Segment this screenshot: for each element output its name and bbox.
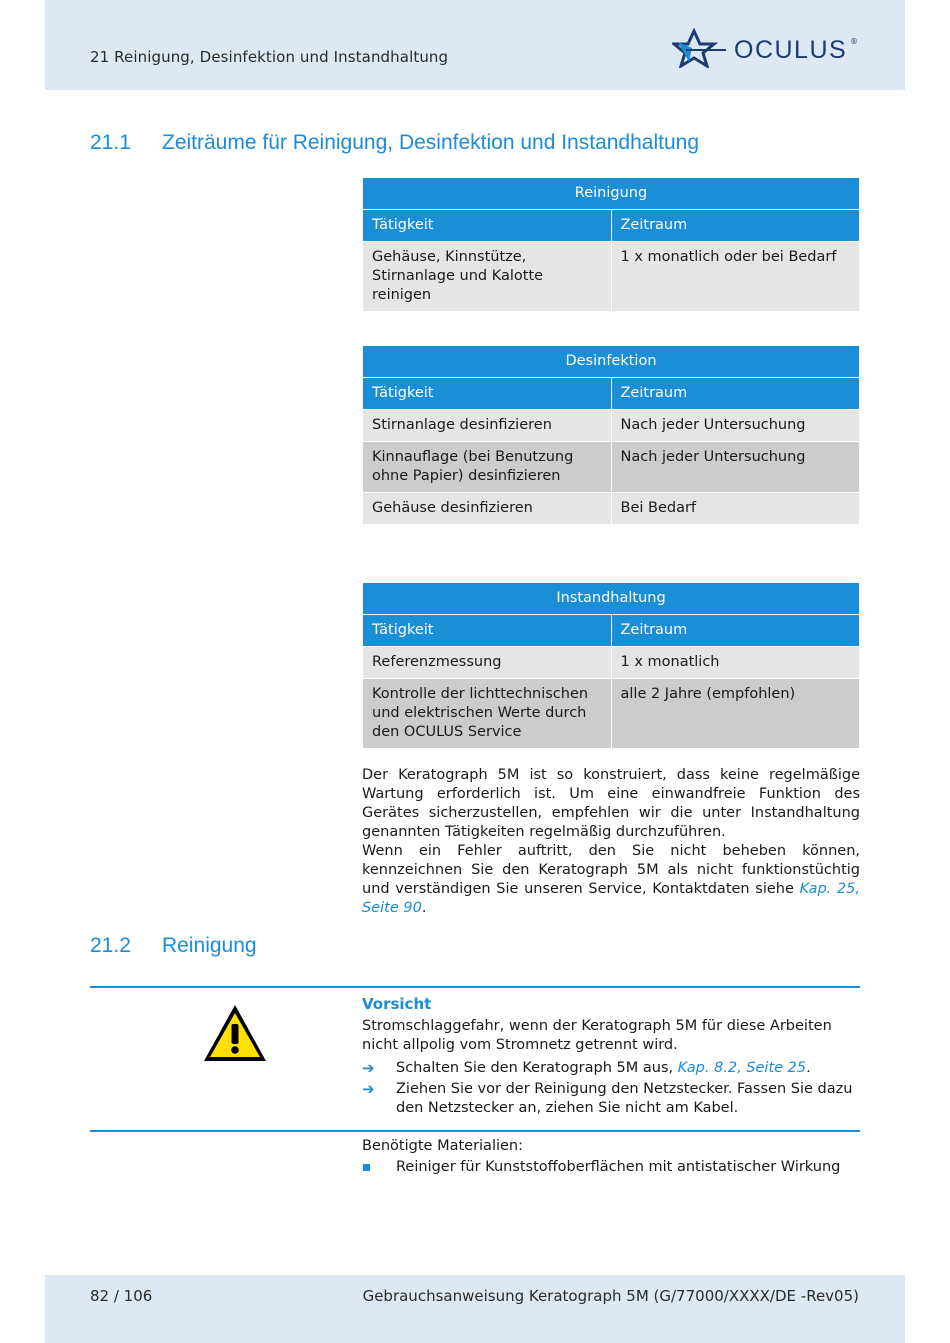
page-number: 82 / 106 [90, 1287, 153, 1305]
table-row [363, 493, 860, 525]
arrow-right-icon: ➔ [362, 1059, 375, 1077]
maintenance-paragraph [362, 766, 860, 918]
document-title: Gebrauchsanweisung Keratograph 5M (G/77000/XXXX/DE -Rev05) [362, 1287, 859, 1305]
cleaning-table [362, 177, 860, 312]
column-header-period: Zeitraum [611, 210, 860, 242]
square-bullet-icon [363, 1164, 370, 1171]
section-title: Zeiträume für Reinigung, Desinfektion und Instandhaltung [162, 131, 699, 154]
materials-item [362, 1158, 860, 1177]
chapter-link[interactable]: Kap. 25, Seite 90 [362, 881, 860, 916]
column-header-task: Tätigkeit [363, 615, 612, 647]
materials-label: Benötigte Materialien: [362, 1138, 523, 1154]
caution-text: Stromschlaggefahr, wenn der Keratograph 5M für diese Arbeiten nicht allpolig vom Stromnetz getrennt wird. [362, 1018, 832, 1053]
task-cell: Gehäuse desinfizieren [363, 493, 612, 525]
paragraph-text-part: . [421, 900, 427, 916]
period-cell: alle 2 Jahre (empfohlen) [611, 679, 860, 749]
caution-top-rule [90, 986, 860, 988]
period-cell: Nach jeder Untersuchung [611, 410, 860, 442]
table-title: Reinigung [363, 178, 860, 210]
table-row [363, 679, 860, 749]
task-cell: Kontrolle der lichttechnischen und elektrischen Werte durch den OCULUS Service [363, 679, 612, 749]
section-heading-21-1 [90, 131, 699, 155]
period-cell: 1 x monatlich oder bei Bedarf [611, 242, 860, 312]
caution-step [362, 1059, 860, 1078]
caution-bottom-rule [90, 1130, 860, 1132]
caution-title: Vorsicht [362, 995, 432, 1013]
column-header-task: Tätigkeit [363, 378, 612, 410]
period-cell: Nach jeder Untersuchung [611, 442, 860, 493]
warning-triangle-icon [201, 1002, 269, 1064]
caution-step [362, 1080, 860, 1118]
table-row [363, 647, 860, 679]
task-cell: Gehäuse, Kinnstütze, Stirnanlage und Kalotte reinigen [363, 242, 612, 312]
section-title: Reinigung [162, 934, 257, 957]
column-header-period: Zeitraum [611, 378, 860, 410]
chapter-link[interactable]: Kap. 8.2, Seite 25 [677, 1060, 807, 1076]
table-title: Instandhaltung [363, 583, 860, 615]
maintenance-table [362, 582, 860, 749]
task-cell: Kinnauflage (bei Benutzung ohne Papier) desinfizieren [363, 442, 612, 493]
column-header-task: Tätigkeit [363, 210, 612, 242]
section-heading-21-2 [90, 934, 257, 958]
paragraph-text-part: Wenn ein Fehler auftritt, den Sie nicht beheben können, kennzeichnen Sie den Keratograph 5M als nicht funktionstüchtig und verständigen Sie unseren Service, Kontaktdaten siehe [362, 843, 860, 897]
paragraph-text [362, 842, 860, 918]
section-number: 21.1 [90, 131, 131, 154]
period-cell: Bei Bedarf [611, 493, 860, 525]
materials-text: Reiniger für Kunststoffoberflächen mit antistatischer Wirkung [396, 1159, 841, 1175]
disinfection-table [362, 345, 860, 525]
oculus-logo [672, 28, 862, 68]
table-row [363, 442, 860, 493]
footer-band [45, 1275, 905, 1343]
chapter-title: 21 Reinigung, Desinfektion und Instandhaltung [90, 48, 449, 66]
step-text: Schalten Sie den Keratograph 5M aus, [396, 1060, 678, 1076]
column-header-period: Zeitraum [611, 615, 860, 647]
task-cell: Referenzmessung [363, 647, 612, 679]
registered-mark: ® [850, 37, 858, 46]
step-text: . [806, 1060, 811, 1076]
logo-text: OCULUS [734, 36, 848, 64]
task-cell: Stirnanlage desinfizieren [363, 410, 612, 442]
paragraph-text: Der Keratograph 5M ist so konstruiert, dass keine regelmäßige Wartung erforderlich ist. Um eine einwandfreie Funktion des Gerätes sicherzustellen, empfehlen wir die unter Instandhaltung genannten Tätigkeiten regelmäßig durchzuführen. [362, 767, 860, 840]
step-text: Ziehen Sie vor der Reinigung den Netzstecker. Fassen Sie dazu den Netzstecker an, ziehen Sie nicht am Kabel. [396, 1081, 853, 1116]
table-row [363, 242, 860, 312]
period-cell: 1 x monatlich [611, 647, 860, 679]
oculus-star-icon [672, 28, 732, 68]
table-title: Desinfektion [363, 346, 860, 378]
section-number: 21.2 [90, 934, 131, 957]
arrow-right-icon: ➔ [362, 1080, 375, 1098]
table-row [363, 410, 860, 442]
